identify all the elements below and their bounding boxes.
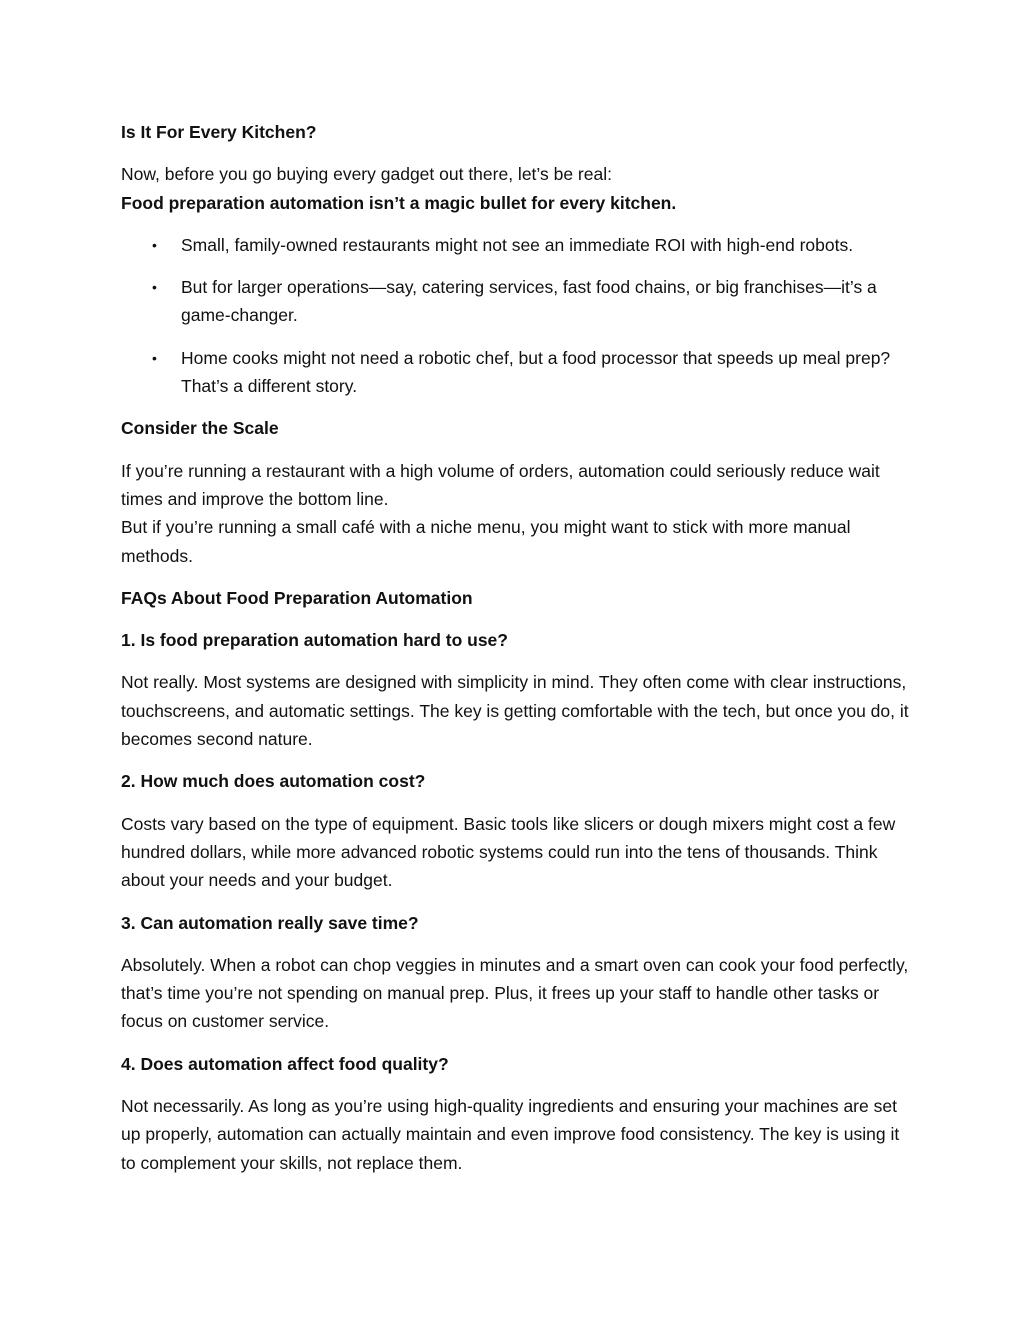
- faq-answer: Not necessarily. As long as you’re using high-quality ingredients and ensuring your machines are set up properly, automation can actually maintain and even improve food consistency. The key is using it to complement your skills, not replace them.: [121, 1096, 900, 1173]
- faq-answer: Not really. Most systems are designed with simplicity in mind. They often come with clear instructions, touchscreens, and automatic settings. The key is getting comfortable with the tech, but once you do, it becomes second nature.: [121, 672, 909, 750]
- scale-text-2: But if you’re running a small café with a niche menu, you might want to stick with more manual methods.: [121, 517, 851, 566]
- faq-answer: Absolutely. When a robot can chop veggies in minutes and a smart oven can cook your food perfectly, that’s time you’re not spending on manual prep. Plus, it frees up your staff to handle other tasks or focus on customer service.: [121, 954, 909, 1032]
- intro-text: Now, before you go buying every gadget out there, let’s be real:: [121, 164, 612, 185]
- faq-question: 1. Is food preparation automation hard to use?: [121, 630, 508, 651]
- section-heading-scale: Consider the Scale: [121, 418, 279, 439]
- list-item-text: But for larger operations—say, catering services, fast food chains, or big franchises—it’s a game-changer.: [181, 277, 877, 326]
- scale-text-1: If you’re running a restaurant with a high volume of orders, automation could seriously reduce wait times and improve the bottom line.: [121, 460, 880, 509]
- faq-heading: FAQs About Food Preparation Automation: [121, 587, 473, 608]
- list-item-text: Small, family-owned restaurants might not see an immediate ROI with high-end robots.: [181, 234, 854, 255]
- intro-paragraph: [121, 160, 911, 217]
- faq-question: 4. Does automation affect food quality?: [121, 1053, 449, 1074]
- scale-paragraph: [121, 457, 911, 570]
- faq-question: 3. Can automation really save time?: [121, 912, 419, 933]
- bullet-icon: •: [152, 349, 157, 366]
- bullet-list: [121, 231, 911, 400]
- list-item-text: Home cooks might not need a robotic chef, but a food processor that speeds up meal prep? That’s a different story.: [181, 347, 891, 397]
- section-heading-every-kitchen: Is It For Every Kitchen?: [121, 122, 317, 142]
- document-page: [121, 118, 911, 1177]
- list-item: [121, 231, 911, 259]
- list-item: [121, 344, 911, 401]
- bold-statement: Food preparation automation isn’t a magic bullet for every kitchen.: [121, 192, 677, 213]
- list-item: [121, 273, 911, 330]
- faq-answer: Costs vary based on the type of equipment. Basic tools like slicers or dough mixers might cost a few hundred dollars, while more advanced robotic systems could run into the tens of thousands. Think about your needs and your budget.: [121, 813, 896, 891]
- faq-question: 2. How much does automation cost?: [121, 771, 426, 792]
- bullet-icon: •: [152, 236, 157, 253]
- bullet-icon: •: [152, 279, 157, 296]
